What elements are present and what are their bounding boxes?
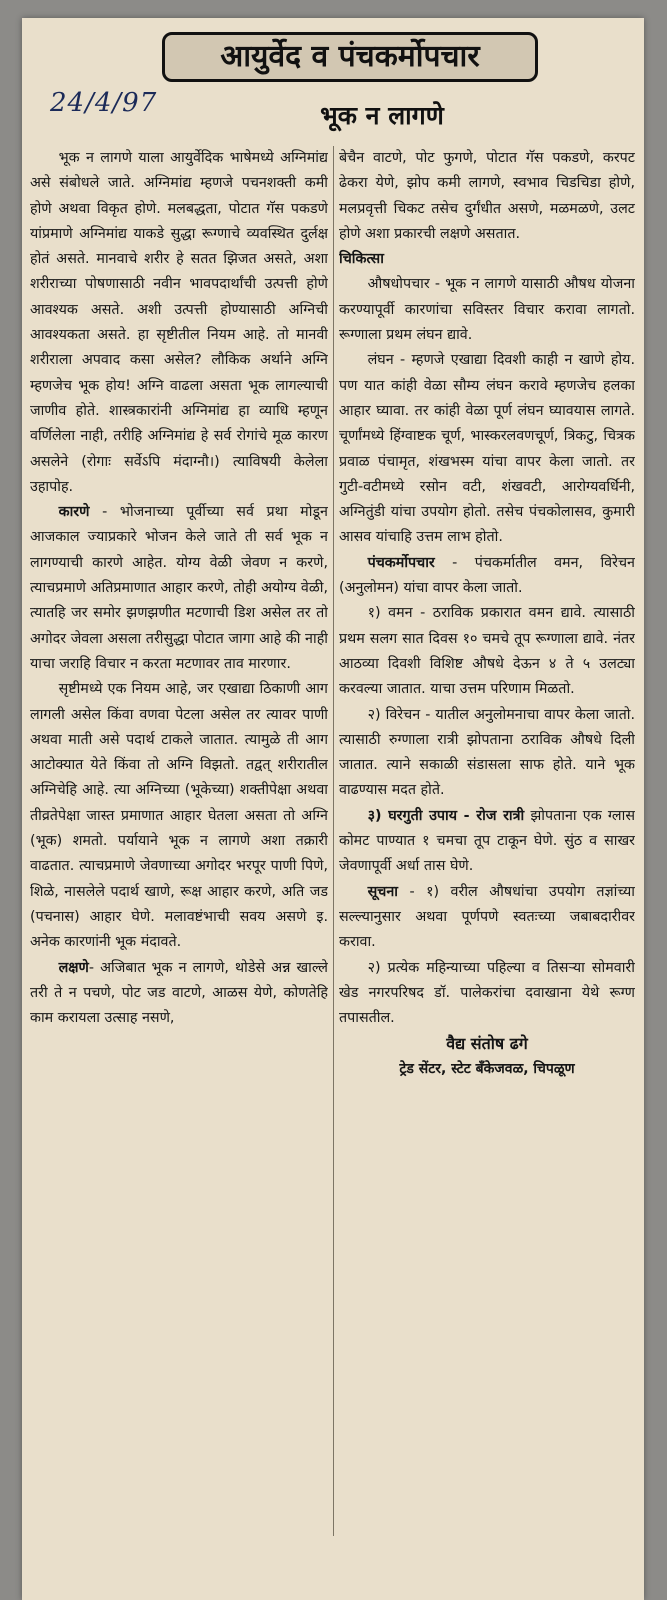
vamana-paragraph: १) वमन - ठराविक प्रकारात वमन द्यावे. त्यासाठी प्रथम सलग सात दिवस १० चमचे तूप रूग्णाला द्यावे. नंतर आठव्या दिवशी विशिष्ट औषधे देऊन ४ ते ५ उलट्या करवल्या जातात. याचा उत्तम परिणाम मिळतो. <box>339 605 635 698</box>
panchakarma-paragraph <box>339 551 635 602</box>
panchakarma-label: पंचकर्मोपचार <box>367 554 435 571</box>
panchakarma-text: - पंचकर्मातील वमन, विरेचन (अनुलोमन) यांचा वापर केला जातो. <box>339 554 635 597</box>
virechana-paragraph: २) विरेचन - यातील अनुलोमनाचा वापर केला जातो. त्यासाठी रुग्णाला रात्री झोपताना ठराविक औषधे दिली जातात. त्याने सकाळी संडासला साफ होते. याने भूक वाढण्यास मदत होते. <box>339 706 635 799</box>
causes-text: - भोजनाच्या पूर्वीच्या सर्व प्रथा मोडून आजकाल ज्याप्रकारे भोजन केले जाते ती सर्व भूक न लागण्याची कारणे आहेत. योग्य वेळी जेवण न करणे, त्याचप्रमाणे अतिप्रमाणात आहार करणे, तोही अयोग्य वेळी, त्यातहि जर समोर झणझणीत मटणाची डिश असेल तर तो अगोदर जेवला असला तरीसुद्धा पोटात जागा आहे की नाही याचा जराहि विचार न करता मटणावर ताव मारणार. <box>30 504 328 672</box>
clinic-paragraph: २) प्रत्येक महिन्याच्या पहिल्या व तिसऱ्या सोमवारी खेड नगरपरिषद डॉ. पालेकरांचा दवाखाना येथे रूग्ण तपासतील. <box>339 959 635 1027</box>
right-column <box>339 146 635 1546</box>
medication-paragraph: औषधोपचार - भूक न लागणे यासाठी औषध योजना करण्यापूर्वी कारणांचा सविस्तर विचार करावा लागतो. रूग्णाला प्रथम लंघन द्यावे. <box>339 276 635 344</box>
fasting-paragraph: लंघन - म्हणजे एखाद्या दिवशी काही न खाणे होय. पण यात कांही वेळा सौम्य लंघन करावे म्हणजेच हलका आहार घ्यावा. तर कांही वेळा पूर्ण लंघन घ्यावयास लागते. चूर्णांमध्ये हिंग्वाष्टक चूर्ण, भास्करलवणचूर्ण, त्रिकटु, चित्रक प्रवाळ पंचामृत, शंखभस्म यांचा वापर केला जातो. तर गुटी-वटीमध्ये रसोन वटी, शंखवटी, आरोग्यवर्धिनी, अग्नितुंडी यांचा उपयोग होतो. तसेच पंचकोलासव, कुमारी आसव यांचाहि उत्तम लाभ होतो. <box>339 352 635 546</box>
handwritten-date: 24/4/97 <box>50 88 158 118</box>
home-remedy-text: झोपताना एक ग्लास कोमट पाण्यात १ चमचा तूप टाकून घेणे. सुंठ व साखर जेवणापूर्वी अर्धा तास घेणे. <box>339 807 635 875</box>
intro-paragraph: भूक न लागणे याला आयुर्वेदिक भाषेमध्ये अग्निमांद्य असे संबोधले जाते. अग्निमांद्य म्हणजे पचनशक्ती कमी होणे अथवा विकृत होणे. मलबद्धता, पोटात गॅस पकडणे यांप्रमाणे अग्निमांद्य याकडे सुद्धा रूग्णाचे व्यवस्थित दुर्लक्ष होतं असते. मानवाचे शरीर हे सतत झिजत असते, अशा शरीराच्या पोषणासाठी नवीन भावपदार्थांची उत्पत्ती होणे आवश्यक असते. अशी उत्पत्ती होण्यासाठी अग्निची आवश्यकता असते. हा सृष्टीतील नियम आहे. तो मानवी शरीराला अपवाद कसा असेल? लौकिक अर्थाने अग्नि म्हणजेच भूक होय! अग्नि वाढला असता भूक लागल्याची जाणीव होते. शास्त्रकारांनी अग्निमांद्य हा व्याधि म्हणून वर्णिलेला नाही, तरीहि अग्निमांद्य हे सर्व रोगांचे मूळ कारण असलेने (रोगाः सर्वेऽपि मंदाग्नौ।) त्याविषयी केलेला उहापोह. <box>30 150 328 495</box>
causes-label: कारणे <box>58 504 90 521</box>
notice-text: - १) वरील औषधांचा उपयोग तज्ञांच्या सल्ल्यानुसार अथवा पूर्णपणे स्वतःच्या जबाबदारीवर करावा. <box>339 883 635 951</box>
column-masthead: आयुर्वेद व पंचकर्मोपचार <box>162 32 538 82</box>
notice-paragraph <box>339 880 635 956</box>
causes-paragraph <box>30 500 328 677</box>
symptoms-continued: बेचैन वाटणे, पोट फुगणे, पोटात गॅस पकडणे, करपट ढेकरा येणे, झोप कमी लागणे, स्वभाव चिडचिडा होणे, मलप्रवृत्ती चिकट तसेच दुर्गंधीत असणे, मळमळणे, उलट होणे अशा प्रकारची लक्षणे असतात. <box>339 150 635 242</box>
article-headline: भूक न लागणे <box>320 101 444 130</box>
home-remedy-paragraph <box>339 804 635 880</box>
nature-rule-paragraph: सृष्टीमध्ये एक नियम आहे, जर एखाद्या ठिकाणी आग लागली असेल किंवा वणवा पेटला असेल तर त्यावर पाणी अथवा माती असे पदार्थ टाकले जातात. त्यामुळे ती आग आटोक्यात येते किंवा तो अग्नि विझतो. तद्वत् शरीरातील अग्निचेहि आहे. त्या अग्निच्या (भूकेच्या) शक्तीपेक्षा अथवा तीव्रतेपेक्षा जास्त प्रमाणात आहार घेतला असता तो अग्नि (भूक) शमतो. पर्यायाने भूक न लागणे अशा तक्रारी वाढतात. त्याचप्रमाणे जेवणाच्या अगोदर भरपूर पाणी पिणे, शिळे, नासलेले पदार्थ खाणे, रूक्ष आहार करणे, अति जड (पचनास) आहार घेणे. मलावष्टंभाची सवय असणे इ. अनेक कारणांनी भूक मंदावते. <box>30 681 328 951</box>
symptoms-text: - अजिबात भूक न लागणे, थोडेसे अन्न खाल्ले तरी ते न पचणे, पोट जड वाटणे, आळस येणे, कोणतेहि काम करायला उत्साह नसणे, <box>30 959 328 1027</box>
left-column <box>30 146 328 1546</box>
symptoms-label: लक्षणे <box>58 959 89 976</box>
author-address: ट्रेड सेंटर, स्टेट बँकेजवळ, चिपळूण <box>399 1060 575 1077</box>
symptoms-paragraph <box>30 956 328 1032</box>
author-name: वैद्य संतोष ढगे <box>446 1034 528 1054</box>
notice-label: सूचना <box>367 883 398 900</box>
home-remedy-label: ३) घरगुती उपाय - रोज रात्री <box>367 807 525 824</box>
column-divider <box>333 146 334 1536</box>
newspaper-clipping <box>22 18 644 1600</box>
treatment-heading: चिकित्सा <box>339 251 384 268</box>
